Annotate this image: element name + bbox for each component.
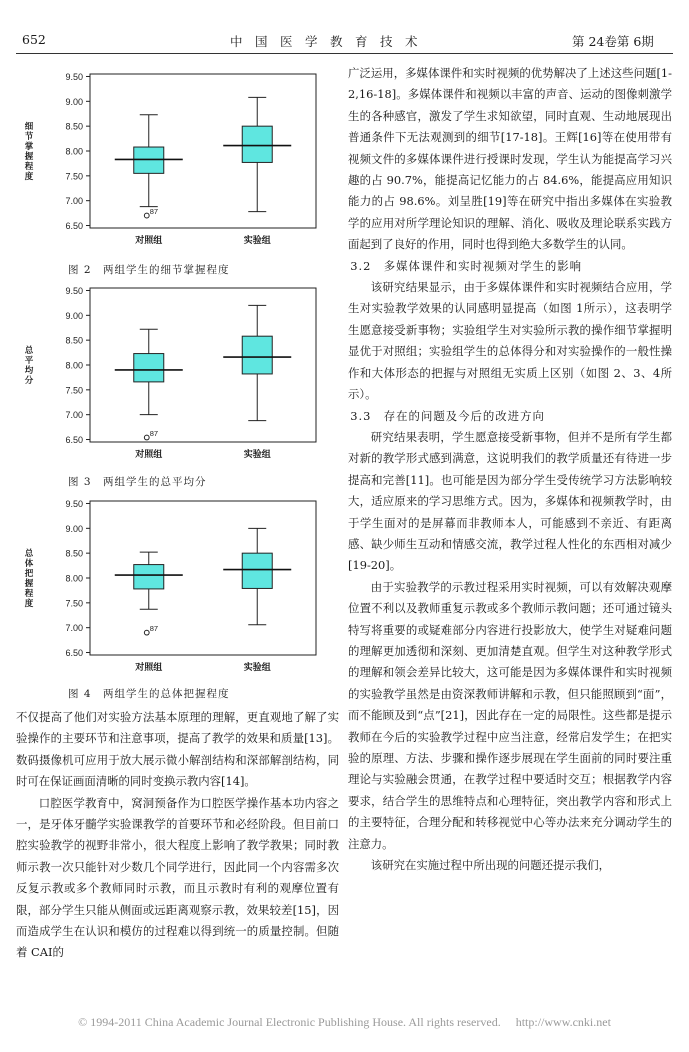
paragraph: 该研究结果显示，由于多媒体课件和实时视频结合应用，学生对实验教学效果的认同感明显提高（如图 1所示），这表明学生愿意接受新事物；实验组学生对实验所示教的操作细节掌握明显优于对照组；实验组学生的总体得分和对实验操作的一般性操作和大体形态的把握与对照组无实质上区别（如图 2、3、4所示）。 [348, 280, 672, 402]
y-axis-label-char: 握 [24, 579, 34, 589]
plot-frame [90, 74, 316, 228]
y-tick-label: 7.50 [65, 171, 83, 182]
x-category-label: 实验组 [243, 663, 271, 673]
page-number: 652 [22, 32, 46, 47]
paragraph: 研究结果表明，学生愿意接受新事物，但并不是所有学生都对新的教学形式感到满意，这说明我们的教学质量还有待进一步提高和完善[11]。也可能是因为部分学生受传统学习方法影响较大，适应原来的学习思维方式。因为，多媒体和视频教学时，由于学生面对的是屏幕而非教师本人，可能感到不亲近、有距离感、缺少师生互动和情感交流，教学过程人性化的东西相对减少[19-20]。 [348, 429, 672, 573]
paragraph: 由于实验教学的示教过程采用实时视频，可以有效解决观摩位置不利以及教师重复示教或多个教师示教问题；还可通过镜头特写将重要的或疑难部分内容进行投影放大，使学生对疑难问题的理解更加透彻和深刻、更加清楚直观。但学生对这种教学形式的理解和领会差异比较大，这可能是因为多媒体课件和实时视频的实验教学虽然是由资深教师讲解和示教，但只能照顾到“面”，而不能顾及到“点”[21]，因此存在一定的局限性。这些都是提示教师在今后的实验教学过程中应当注意，经常启发学生；在把实验的原理、方法、步骤和操作逐步展现在学生面前的同时要注重理论与实验融会贯通，在教学过程中要适时交互；根据教学内容要求，结合学生的思维特点和心理特征，突出教学内容和形式上的主要特征，合理分配和转移视觉中心等办法来充分调动学生的注意力。 [348, 579, 672, 851]
y-tick-label: 7.00 [65, 410, 83, 421]
y-tick-label: 7.00 [65, 196, 83, 207]
y-tick-label: 8.00 [65, 573, 83, 584]
y-axis-label-char: 度 [24, 599, 34, 609]
left-column [16, 707, 339, 964]
y-axis-label-char: 分 [24, 376, 34, 386]
y-tick-label: 9.00 [65, 523, 83, 534]
boxplot-overall-grasp [16, 493, 332, 683]
y-axis-label-char: 握 [24, 152, 34, 162]
y-axis-label-char: 程 [24, 589, 34, 599]
section-heading-3-2: 3.2 多媒体课件和实时视频对学生的影响 [350, 258, 583, 273]
y-tick-label: 9.50 [65, 498, 83, 509]
paragraph: 广泛运用，多媒体课件和实时视频的优势解决了上述这些问题[1-2,16-18]。多媒体课件和视频以丰富的声音、运动的图像刺激学生的各种感官，激发了学生求知欲望，同时直观、生动地展现出普通条件下无法观测到的细节[17-18]。王辉[16]等在使用带有视频文件的多媒体课件进行授课时发现，学生认为能提高学习兴趣的占 90.7%，能提高记忆能力的占 84.6%，能提高应用知识能力的占 98.6%。刘呈胜[19]等在研究中指出多媒体在实验教学的应用对所学理论知识的理解、消化、吸收及理论联系实践方面起到了良好的作用，同时也得到绝大多数学生的认同。 [348, 66, 672, 252]
figure-2-caption: 图 2 两组学生的细节掌握程度 [68, 264, 230, 276]
outlier-label: 87 [149, 624, 159, 634]
y-tick-label: 6.50 [65, 221, 83, 232]
box-iqr [242, 553, 272, 588]
y-axis-label-char: 细 [24, 122, 34, 132]
y-axis-label-char: 平 [24, 356, 34, 366]
box-iqr [242, 336, 272, 374]
box-iqr [134, 354, 164, 382]
x-category-label: 对照组 [135, 236, 163, 246]
plot-frame [90, 501, 316, 655]
y-axis-label-char: 体 [24, 559, 34, 569]
outlier-label: 87 [149, 429, 159, 439]
y-tick-label: 8.50 [65, 335, 83, 346]
box-iqr [134, 565, 164, 589]
figure-2-chart [16, 66, 332, 246]
y-tick-label: 9.50 [65, 71, 83, 82]
y-tick-label: 9.00 [65, 96, 83, 107]
y-tick-label: 9.50 [65, 285, 83, 296]
y-axis-label-char: 均 [24, 366, 34, 376]
y-axis-label-char: 程 [24, 162, 34, 172]
y-axis-label-char: 总 [24, 549, 34, 559]
x-category-label: 实验组 [243, 236, 271, 246]
box-iqr [242, 126, 272, 162]
x-category-label: 实验组 [243, 450, 271, 460]
section-heading-3-3: 3.3 存在的问题及今后的改进方向 [350, 408, 545, 423]
plot-frame [90, 288, 316, 442]
paragraph: 不仅提高了他们对实验方法基本原理的理解，更直观地了解了实验操作的主要环节和注意事项，提高了教学的效果和质量[13]。数码摄像机可应用于放大展示微小解剖结构和深部解剖结构，同时可在保证画面清晰的同时变换示教内容[14]。 [16, 710, 339, 789]
boxplot-overall-average [16, 280, 332, 460]
x-category-label: 对照组 [135, 450, 163, 460]
y-axis-label-char: 掌 [24, 142, 34, 152]
y-tick-label: 9.00 [65, 310, 83, 321]
y-tick-label: 7.00 [65, 623, 83, 634]
y-axis-label-char: 度 [24, 172, 34, 182]
y-tick-label: 8.50 [65, 548, 83, 559]
y-tick-label: 8.00 [65, 360, 83, 371]
y-tick-label: 7.50 [65, 385, 83, 396]
y-tick-label: 6.50 [65, 648, 83, 659]
boxplot-detail-mastery [16, 66, 332, 246]
figure-3-chart [16, 280, 332, 460]
journal-title: 中 国 医 学 教 育 技 术 [230, 34, 418, 49]
figure-4-chart [16, 493, 332, 683]
outlier-label: 87 [149, 207, 159, 217]
x-category-label: 对照组 [135, 663, 163, 673]
header-rule [16, 53, 673, 54]
paragraph: 该研究在实施过程中所出现的问题还提示我们， [370, 858, 611, 873]
figure-4-caption: 图 4 两组学生的总体把握程度 [68, 688, 230, 700]
copyright-footer: © 1994-2011 China Academic Journal Electronic Publishing House. All rights reserved. http://www.cnki.net [78, 1015, 611, 1029]
y-tick-label: 6.50 [65, 435, 83, 446]
y-tick-label: 8.00 [65, 146, 83, 157]
y-axis-label-char: 把 [24, 569, 34, 579]
y-axis-label-char: 总 [24, 346, 34, 356]
y-tick-label: 8.50 [65, 121, 83, 132]
y-tick-label: 7.50 [65, 598, 83, 609]
y-axis-label-char: 节 [24, 132, 34, 142]
issue-label: 第 24卷第 6期 [572, 34, 654, 49]
right-column [348, 63, 672, 876]
paragraph: 口腔医学教育中，窝洞预备作为口腔医学操作基本功内容之一，是牙体牙髓学实验课教学的首要环节和必经阶段。但目前口腔实验教学的视野非常小，很大程度上影响了教学教果；同时教师示教一次只能针对少数几个同学进行，因此同一个内容需多次反复示教或多个教师同时示教，而且示教时有利的观摩位置有限，部分学生只能从侧面或远距离观察示教，效果较差[15]，因而造成学生在认识和模仿的过程难以得到统一的质量控制。但随着 CAI的 [16, 795, 339, 960]
figure-3-caption: 图 3 两组学生的总平均分 [68, 476, 207, 488]
